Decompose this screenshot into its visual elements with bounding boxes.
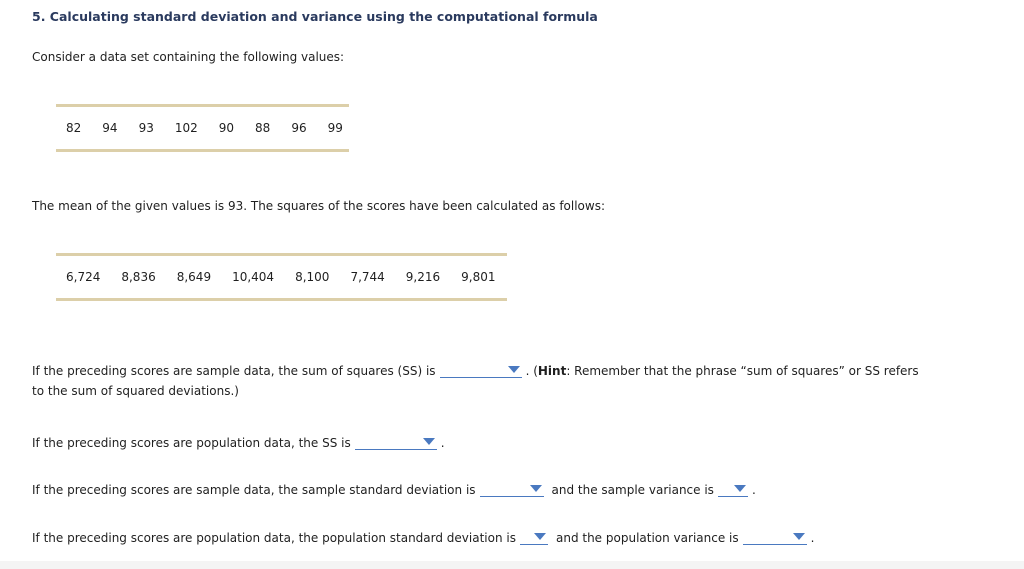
q4-line bbox=[32, 527, 814, 545]
sample-sd-dropdown[interactable] bbox=[480, 482, 544, 497]
intro-text: Consider a data set containing the following values: bbox=[32, 50, 345, 64]
hint-label: Hint bbox=[537, 364, 567, 378]
bottom-bar bbox=[0, 561, 1024, 569]
q3-line bbox=[32, 479, 756, 497]
value-cell: 102 bbox=[174, 121, 198, 135]
value-cell: 96 bbox=[291, 121, 307, 135]
mean-text: The mean of the given values is 93. The squares of the scores have been calculated as follows: bbox=[32, 199, 606, 213]
square-cell: 8,100 bbox=[295, 270, 330, 284]
value-cell: 82 bbox=[66, 121, 82, 135]
q4-prefix: If the preceding scores are population data, the population standard deviation is bbox=[32, 531, 516, 545]
chevron-down-icon bbox=[530, 485, 542, 492]
value-cell: 88 bbox=[255, 121, 271, 135]
q4-middle: and the population variance is bbox=[555, 531, 739, 545]
squares-table bbox=[56, 253, 507, 301]
chevron-down-icon bbox=[508, 366, 520, 373]
sample-ss-dropdown[interactable] bbox=[440, 363, 522, 378]
question-title: 5. Calculating standard deviation and variance using the computational formula bbox=[32, 9, 598, 24]
population-variance-dropdown[interactable] bbox=[743, 530, 807, 545]
square-cell: 8,836 bbox=[121, 270, 156, 284]
q2-line bbox=[32, 432, 445, 450]
population-sd-dropdown[interactable] bbox=[520, 530, 548, 545]
q3-suffix: . bbox=[751, 483, 756, 497]
q1-prefix: If the preceding scores are sample data, the sum of squares (SS) is bbox=[32, 364, 436, 378]
square-cell: 9,801 bbox=[461, 270, 496, 284]
population-ss-dropdown[interactable] bbox=[355, 435, 437, 450]
square-cell: 7,744 bbox=[350, 270, 385, 284]
q2-prefix: If the preceding scores are population data, the SS is bbox=[32, 436, 351, 450]
chevron-down-icon bbox=[734, 485, 746, 492]
q2-suffix: . bbox=[440, 436, 445, 450]
square-cell: 8,649 bbox=[176, 270, 212, 284]
square-cell: 9,216 bbox=[405, 270, 441, 284]
value-cell: 90 bbox=[218, 121, 235, 135]
value-cell: 94 bbox=[102, 121, 118, 135]
chevron-down-icon bbox=[793, 533, 805, 540]
chevron-down-icon bbox=[423, 438, 435, 445]
square-cell: 10,404 bbox=[232, 270, 275, 284]
hint-text: : Remember that the phrase “sum of squares” or SS refers bbox=[566, 364, 919, 378]
q4-suffix: . bbox=[810, 531, 815, 545]
sample-variance-dropdown[interactable] bbox=[718, 482, 748, 497]
values-table bbox=[56, 104, 349, 152]
q3-middle: and the sample variance is bbox=[551, 483, 714, 497]
q1-line2: to the sum of squared deviations.) bbox=[32, 384, 239, 398]
value-cell: 93 bbox=[138, 121, 154, 135]
q1-after-dropdown: . ( bbox=[525, 364, 538, 378]
q1-line bbox=[32, 360, 919, 378]
q3-prefix: If the preceding scores are sample data, the sample standard deviation is bbox=[32, 483, 476, 497]
chevron-down-icon bbox=[534, 533, 546, 540]
square-cell: 6,724 bbox=[66, 270, 101, 284]
value-cell: 99 bbox=[327, 121, 343, 135]
